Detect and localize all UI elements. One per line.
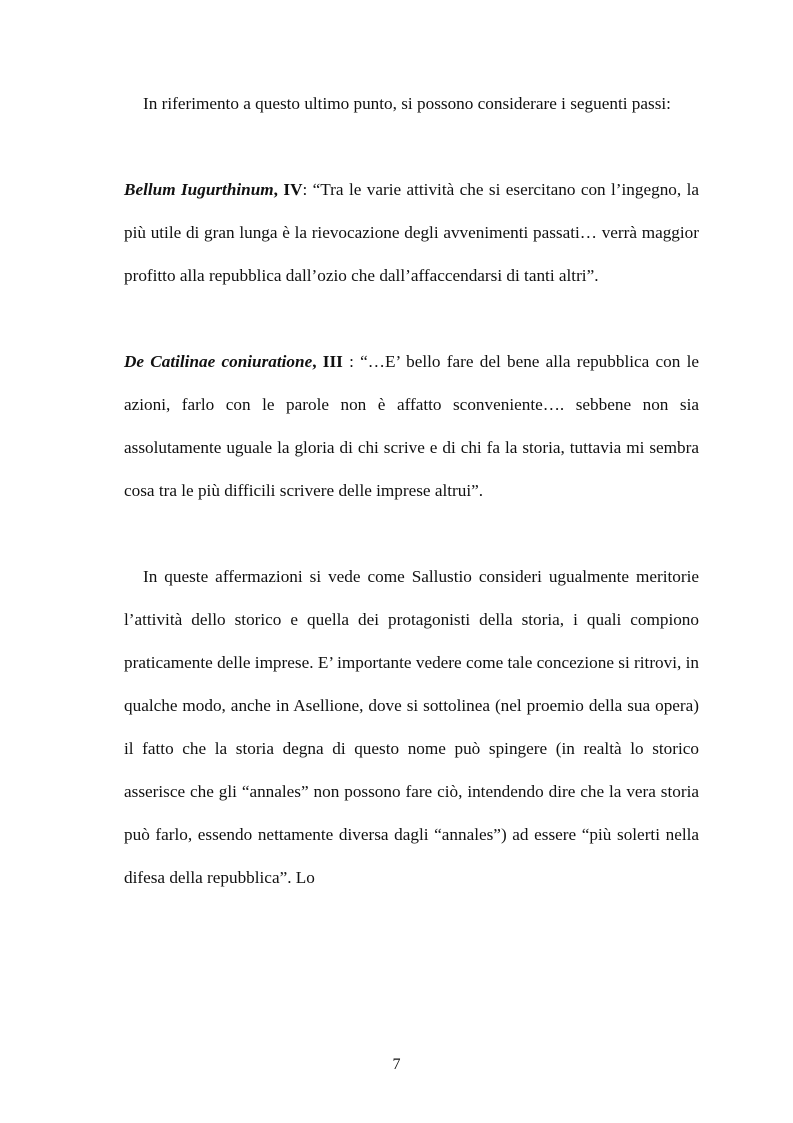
citation-title: Bellum Iugurthinum (124, 180, 274, 199)
citation-title: De Catilinae coniuratione (124, 352, 313, 371)
document-page (124, 82, 699, 899)
citation-separator: , (312, 352, 323, 371)
page-number: 7 (392, 1056, 401, 1073)
citation-chapter: III (322, 352, 343, 371)
citation-text: : “Tra le varie attività che si esercitano con l’ingegno, la più utile di gran lunga è la rievocazione degli avvenimenti passati… verrà maggior profitto alla repubblica dall’ozio che dall’affaccendarsi di tanti altri”. (124, 180, 700, 285)
citation-bellum-iugurthinum (124, 168, 699, 297)
citation-text: : “…E’ bello fare del bene alla repubblica con le azioni, farlo con le parole non è affatto sconveniente…. sebbene non sia assolutamente uguale la gloria di chi scrive e di chi fa la storia, tuttavia mi sembra cosa tra le più difficili scrivere delle imprese altrui”. (124, 352, 699, 500)
citation-chapter: IV (283, 180, 303, 199)
intro-paragraph: In riferimento a questo ultimo punto, si possono considerare i seguenti passi: (143, 94, 671, 113)
citation-de-catilinae (124, 340, 699, 512)
body-paragraph: In queste affermazioni si vede come Sallustio consideri ugualmente meritorie l’attività dello storico e quella dei protagonisti della storia, i quali compiono praticamente delle imprese. E’ importante vedere come tale concezione si ritrovi, in qualche modo, anche in Asellione, dove si sottolinea (nel proemio della sua opera) il fatto che la storia degna di questo nome può spingere (in realtà lo storico asserisce che gli “annales” non possono fare ciò, intendendo dire che la vera storia può farlo, essendo nettamente diversa dagli “annales”) ad essere “più solerti nella difesa della repubblica”. Lo (124, 567, 699, 887)
citation-separator: , (273, 180, 284, 199)
